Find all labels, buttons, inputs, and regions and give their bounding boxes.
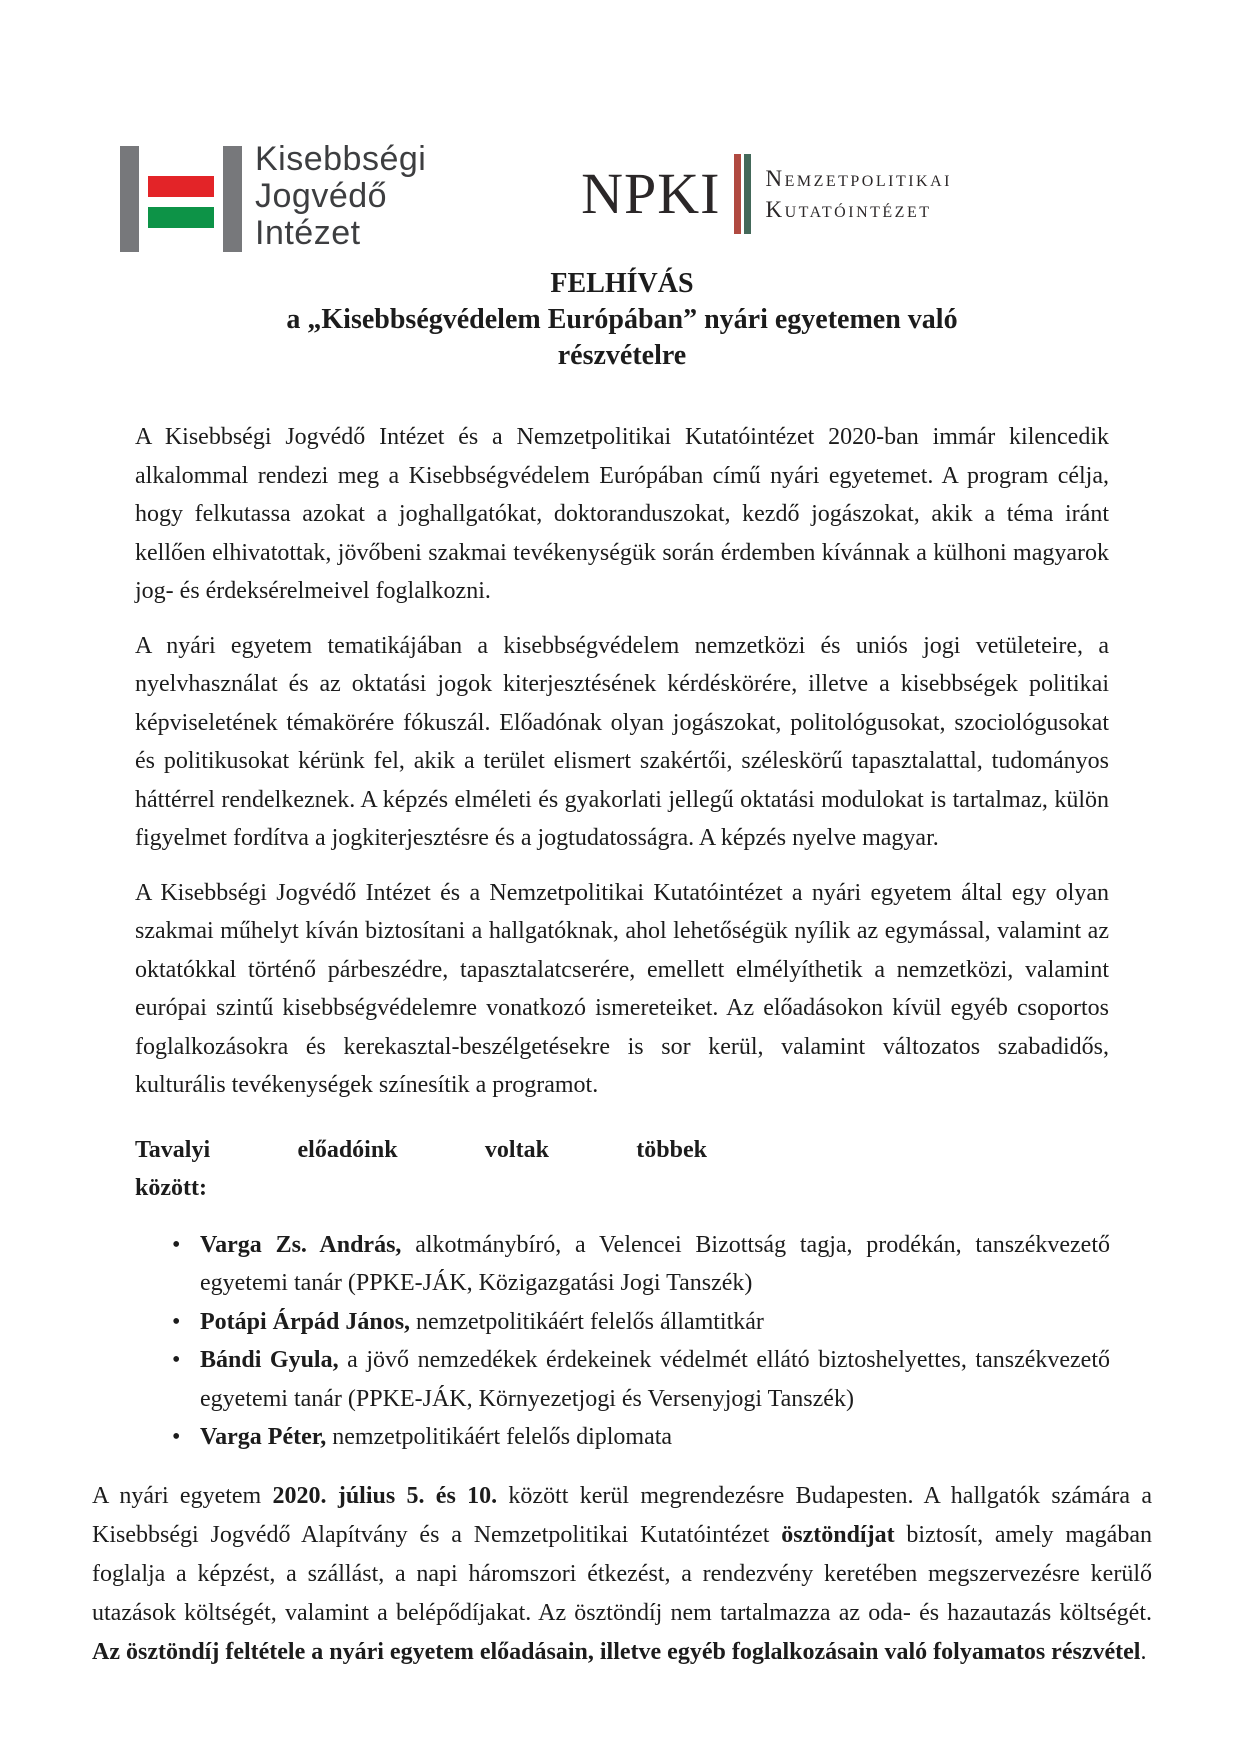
kji-logo-line3: Intézet — [255, 214, 361, 252]
closing-bold-run: Az ösztöndíj feltétele a nyári egyetem előadásain, illetve egyéb foglalkozásain való folyamatos részvétel — [92, 1638, 1141, 1665]
speaker-list-item: • Potápi Árpád János, nemzetpolitikáért felelős államtitkár — [92, 1303, 1110, 1342]
speaker-list-item: • Varga Zs. András, alkotmánybíró, a Velencei Bizottság tagja, prodékán, tanszékvezető egyetemi tanár (PPKE-JÁK, Közigazgatási Jogi Tanszék) — [92, 1226, 1110, 1303]
closing-bold-run: ösztöndíjat — [781, 1521, 895, 1548]
speaker-name: Varga Péter, — [200, 1424, 327, 1450]
kji-logo-text — [255, 141, 426, 252]
closing-paragraph — [92, 1477, 1152, 1672]
closing-text-run: biztosít, amely magában foglalja a képzést, a szállást, a napi háromszori étkezést, a rendezvény keretében megszervezésre kerülő utazások költségét, valamint a belépődíjakat. Az ösztöndíj nem tartalmazza az oda- és hazautazás költségét. — [92, 1521, 1152, 1626]
speakers-heading-line1: Tavalyi előadóink voltak többek — [135, 1136, 707, 1163]
kji-gray-bar-left-icon — [120, 146, 139, 252]
speakers-heading-line2: között: — [135, 1175, 207, 1201]
npki-divider-bars-icon — [734, 154, 751, 234]
speaker-list-item: • Varga Péter, nemzetpolitikáért felelős diplomata — [92, 1418, 1110, 1457]
kji-gray-bar-right-icon — [223, 146, 242, 252]
paragraph-themes: A nyári egyetem tematikájában a kisebbségvédelem nemzetközi és uniós jogi vetületeire, a nyelvhasználat és az oktatási jogok kiterjesztésének kérdéskörére, illetve a kisebbségek politikai képviseletének témakörére fókuszál. Előadónak olyan jogászokat, politológusokat, szociológusokat és politikusokat kérünk fel, akik a terület elismert szakértői, széleskörű tapasztalattal, tudományos háttérrel rendelkeznek. A képzés elméleti és gyakorlati jellegű oktatási modulokat is tartalmaz, külön figyelmet fordítva a jogkiterjesztésre és a jogtudatosságra. A képzés nyelve magyar. — [135, 632, 1109, 851]
document-body — [0, 418, 1244, 1672]
title-line3: részvételre — [557, 340, 687, 371]
npki-name-line1: Nemzetpolitikai — [765, 166, 952, 191]
speaker-name: Bándi Gyula, — [200, 1347, 339, 1373]
document-title — [0, 266, 1244, 374]
title-line2: a „Kisebbségvédelem Európában” nyári egyetemen való — [286, 304, 958, 335]
kji-logo-line2: Jogvédő — [255, 177, 388, 215]
kji-logo — [120, 140, 427, 252]
kji-logo-line1: Kisebbségi — [255, 140, 427, 178]
kji-red-bar-icon — [148, 176, 214, 197]
speakers-list — [92, 1226, 1152, 1457]
header-logos — [0, 0, 1244, 252]
npki-name-text — [765, 163, 952, 225]
npki-acronym: NPKI — [581, 161, 721, 226]
kji-green-bar-icon — [148, 207, 214, 228]
speaker-name: Varga Zs. András, — [200, 1231, 402, 1258]
kji-logo-mark-icon — [120, 146, 242, 252]
closing-text-run: . — [1140, 1638, 1147, 1665]
closing-text-run: A nyári egyetem — [92, 1482, 273, 1509]
npki-green-bar-icon — [744, 154, 751, 234]
closing-bold-run: 2020. július 5. és 10. — [272, 1482, 498, 1509]
closing-text-run: között kerül megrendezésre Budapesten. A hallgatók számára a Kisebbségi Jogvédő Alapítvány és a Nemzetpolitikai Kutatóintézet — [92, 1482, 1152, 1548]
npki-name-line2: Kutatóintézet — [765, 197, 932, 222]
speaker-name: Potápi Árpád János, — [200, 1308, 411, 1335]
paragraph-workshop: A Kisebbségi Jogvédő Intézet és a Nemzetpolitikai Kutatóintézet a nyári egyetem által egy olyan szakmai műhelyt kíván biztosítani a hallgatóknak, ahol lehetőségük nyílik az egymással, valamint az oktatókkal történő párbeszédre, tapasztalatcserére, emellett elmélyíthetik a nemzetközi, valamint európai szintű kisebbségvédelemre vonatkozó ismereteiket. Az előadásokon kívül egyéb csoportos foglalkozásokra és kerekasztal-beszélgetésekre is sor kerül, valamint változatos szabadidős, kulturális tevékenységek színesítik a programot. — [135, 879, 1109, 1098]
paragraph-intro: A Kisebbségi Jogvédő Intézet és a Nemzetpolitikai Kutatóintézet 2020-ban immár kilencedik alkalommal rendezi meg a Kisebbségvédelem Európában című nyári egyetemet. A program célja, hogy felkutassa azokat a joghallgatókat, doktoranduszokat, kezdő jogászokat, akik a téma iránt kellően elhivatottak, jövőbeni szakmai tevékenységük során érdemben kívánnak a külhoni magyarok jog- és érdeksérelmeivel foglalkozni. — [135, 424, 1109, 604]
npki-logo — [581, 154, 952, 234]
npki-red-bar-icon — [734, 154, 741, 234]
title-line1: FELHÍVÁS — [550, 268, 694, 299]
speaker-list-item: • Bándi Gyula, a jövő nemzedékek érdekeinek védelmét ellátó biztoshelyettes, tanszékvezető egyetemi tanár (PPKE-JÁK, Környezetjogi és Versenyjogi Tanszék) — [92, 1341, 1110, 1418]
speakers-heading — [135, 1131, 1109, 1208]
